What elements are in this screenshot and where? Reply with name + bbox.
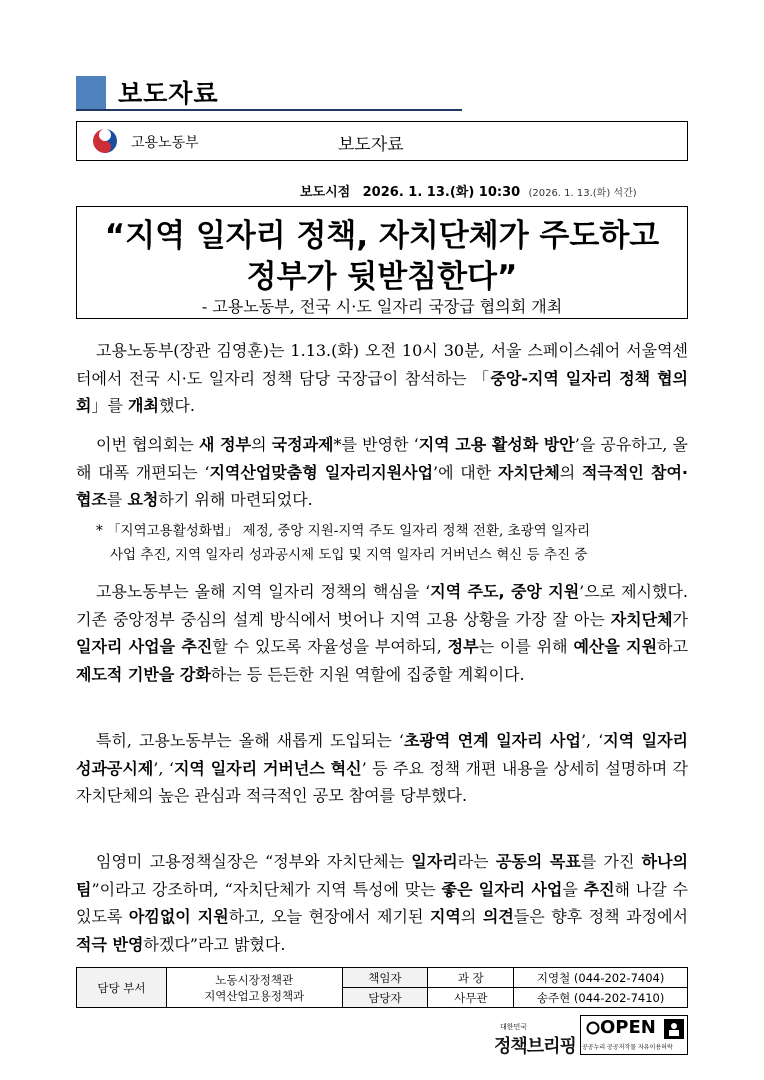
footnote bbox=[96, 519, 688, 567]
p5-bold: 공동의 목표 bbox=[495, 852, 581, 871]
p2-bold: 국정과제 bbox=[271, 435, 334, 454]
p5-text: 들은 향후 정책 과정에서 bbox=[513, 907, 688, 926]
staff-label: 담당자 bbox=[342, 988, 428, 1008]
resp-label: 책임자 bbox=[342, 968, 428, 988]
taegeuk-emblem-icon bbox=[91, 127, 119, 155]
staff-name: 송주현 (044-202-7410) bbox=[514, 988, 688, 1008]
paragraph-5 bbox=[76, 848, 688, 958]
headline-line1: “지역 일자리 정책, 자치단체가 주도하고 bbox=[104, 218, 660, 254]
p3-bold: 예산을 지원 bbox=[573, 637, 658, 656]
release-datetime: 2026. 1. 13.(화) 10:30 bbox=[362, 185, 521, 200]
p5-text: ”이라고 강조하며, “자치단체가 지역 특성에 맞는 bbox=[91, 879, 442, 899]
p5-text: 의 bbox=[460, 907, 483, 926]
p2-text: 를 bbox=[106, 490, 128, 509]
p5-bold: 일자리 bbox=[411, 852, 458, 871]
p2-bold: 요청 bbox=[127, 490, 159, 509]
paragraph-4 bbox=[76, 727, 688, 810]
p5-text: 를 가진 bbox=[580, 852, 642, 871]
paragraph-2 bbox=[76, 431, 688, 514]
p2-text: 의 bbox=[559, 462, 582, 482]
p3-text: 할 수 있도록 자율성을 부여하되, bbox=[212, 637, 448, 656]
p2-text: ’에 대한 bbox=[433, 462, 498, 482]
p2-bold: 적극적인 참여·협조 bbox=[76, 462, 688, 509]
p5-text: 을 bbox=[562, 879, 584, 899]
p2-text: *를 반영한 ‘ bbox=[333, 435, 419, 454]
p5-text: 하고, 오늘 현장에서 제기된 bbox=[228, 907, 430, 926]
release-embargo: (2026. 1. 13.(화) 석간) bbox=[528, 188, 637, 199]
dept-name-2: 지역산업고용정책과 bbox=[204, 988, 305, 1003]
open-sub-label: 공공누리 공공저작물 자유이용허락 bbox=[582, 1044, 673, 1051]
resp-title: 과 장 bbox=[428, 968, 514, 988]
p1-bold: 개최 bbox=[128, 396, 159, 415]
p5-text: 해 나갈 수 있도록 bbox=[76, 879, 688, 926]
p5-bold: 지역 bbox=[429, 907, 461, 926]
headline-line2: 정부가 뒷받침한다” bbox=[246, 259, 518, 295]
release-time bbox=[300, 181, 637, 200]
p3-text: 하고 bbox=[657, 637, 688, 656]
p3-text: 고용노동부는 올해 지역 일자리 정책의 핵심을 ‘ bbox=[96, 582, 431, 601]
p4-text: ’, ‘ bbox=[153, 758, 174, 778]
footnote-line2: 사업 추진, 지역 일자리 성과공시제 도입 및 지역 일자리 거버넌스 혁신 등 추진 중 bbox=[110, 547, 588, 563]
p3-bold: 정부 bbox=[447, 637, 479, 656]
p3-text: ’으로 제시했다. 기존 중앙정부 중심의 설계 방식에서 벗어나 지역 고용 상황을 가장 잘 아는 bbox=[76, 582, 688, 629]
p3-bold: 제도적 기반을 강화 bbox=[76, 664, 211, 684]
p3-bold: 지역 주도, 중앙 지원 bbox=[430, 582, 580, 601]
p3-text: 하는 등 든든한 지원 역할에 집중할 계획이다. bbox=[210, 664, 525, 684]
p2-text: 이번 협의회는 bbox=[96, 435, 200, 454]
paragraph-1 bbox=[76, 337, 688, 420]
p1-bold: 중앙-지역 일자리 정책 협의회 bbox=[76, 368, 688, 415]
doc-type-label: 보도자료 bbox=[338, 135, 404, 155]
footnote-line1: * 「지역고용활성화법」 제정, 중앙 지원-지역 주도 일자리 정책 전환, 초광역 일자리 bbox=[96, 523, 591, 539]
kogl-type-icon bbox=[664, 1019, 684, 1039]
p4-bold: 지역 일자리 거버넌스 혁신 bbox=[173, 758, 362, 778]
contact-table bbox=[76, 967, 688, 1008]
p4-bold: 지역 일자리 성과공시제 bbox=[76, 731, 689, 778]
dept-label: 담당 부서 bbox=[77, 968, 167, 1008]
open-circle-icon bbox=[586, 1021, 600, 1035]
p5-bold: 의견 bbox=[482, 907, 514, 926]
p3-bold: 자치단체 bbox=[610, 609, 673, 629]
p3-text: 가 bbox=[672, 609, 688, 629]
p5-text: 라는 bbox=[457, 852, 496, 871]
p4-text: 특히, 고용노동부는 올해 새롭게 도입되는 ‘ bbox=[96, 731, 404, 750]
p5-text: 하겠다”라고 밝혔다. bbox=[143, 934, 286, 954]
p2-text: ’을 공유하고, 올해 대폭 개편되는 ‘ bbox=[76, 435, 688, 482]
paragraph-3 bbox=[76, 578, 688, 688]
dept-name-1: 노동시장정책관 bbox=[215, 972, 294, 987]
p5-bold: 추진 bbox=[583, 879, 615, 899]
dept-names bbox=[166, 968, 342, 1008]
p5-bold: 아낌없이 지원 bbox=[128, 907, 229, 926]
p4-text: ’, ‘ bbox=[580, 731, 604, 750]
p2-bold: 새 정부 bbox=[199, 435, 252, 454]
p5-bold: 하나의 팀 bbox=[76, 852, 689, 899]
ministry-name: 고용노동부 bbox=[131, 135, 199, 151]
p2-bold: 자치단체 bbox=[497, 462, 560, 482]
p5-text: 임영미 고용정책실장은 “정부와 자치단체는 bbox=[96, 852, 412, 871]
p5-bold: 좋은 일자리 사업 bbox=[441, 879, 563, 899]
p1-text: 했다. bbox=[158, 396, 195, 415]
page-title: 보도자료 bbox=[118, 79, 219, 108]
staff-title: 사무관 bbox=[428, 988, 514, 1008]
table-row bbox=[77, 968, 688, 988]
release-label: 보도시점 bbox=[300, 185, 351, 200]
p3-text: 는 이를 위해 bbox=[478, 637, 574, 656]
briefing-logo: 정책브리핑 bbox=[494, 1036, 576, 1057]
briefing-logo-small: 대한민국 bbox=[500, 1023, 528, 1031]
resp-name: 지영철 (044-202-7404) bbox=[514, 968, 688, 988]
p1-text: 」를 bbox=[91, 396, 129, 415]
p4-text: ’ 등 주요 정책 개편 내용을 상세히 설명하며 각 자치단체의 높은 관심과 적극적인 공모 참여를 당부했다. bbox=[76, 758, 689, 805]
open-label: OPEN bbox=[600, 1017, 656, 1038]
p2-bold: 지역산업맞춤형 일자리지원사업 bbox=[209, 462, 434, 482]
p3-bold: 일자리 사업을 추진 bbox=[76, 637, 213, 656]
header-accent-square bbox=[76, 76, 106, 110]
p2-text: 하기 위해 마련되었다. bbox=[158, 490, 313, 509]
p5-bold: 적극 반영 bbox=[76, 934, 144, 954]
headline-subtitle: - 고용노동부, 전국 시·도 일자리 국장급 협의회 개최 bbox=[201, 297, 563, 316]
p1-text: 고용노동부(장관 김영훈)는 1.13.(화) 오전 10시 30분, 서울 스페이스쉐어 서울역센터에서 전국 시·도 일자리 정책 담당 국장급이 참석하는 「 bbox=[76, 341, 688, 388]
p4-bold: 초광역 연계 일자리 사업 bbox=[403, 731, 581, 750]
p2-text: 의 bbox=[251, 435, 272, 454]
p2-bold: 지역 고용 활성화 방안 bbox=[418, 435, 575, 454]
header-underline bbox=[76, 109, 462, 111]
